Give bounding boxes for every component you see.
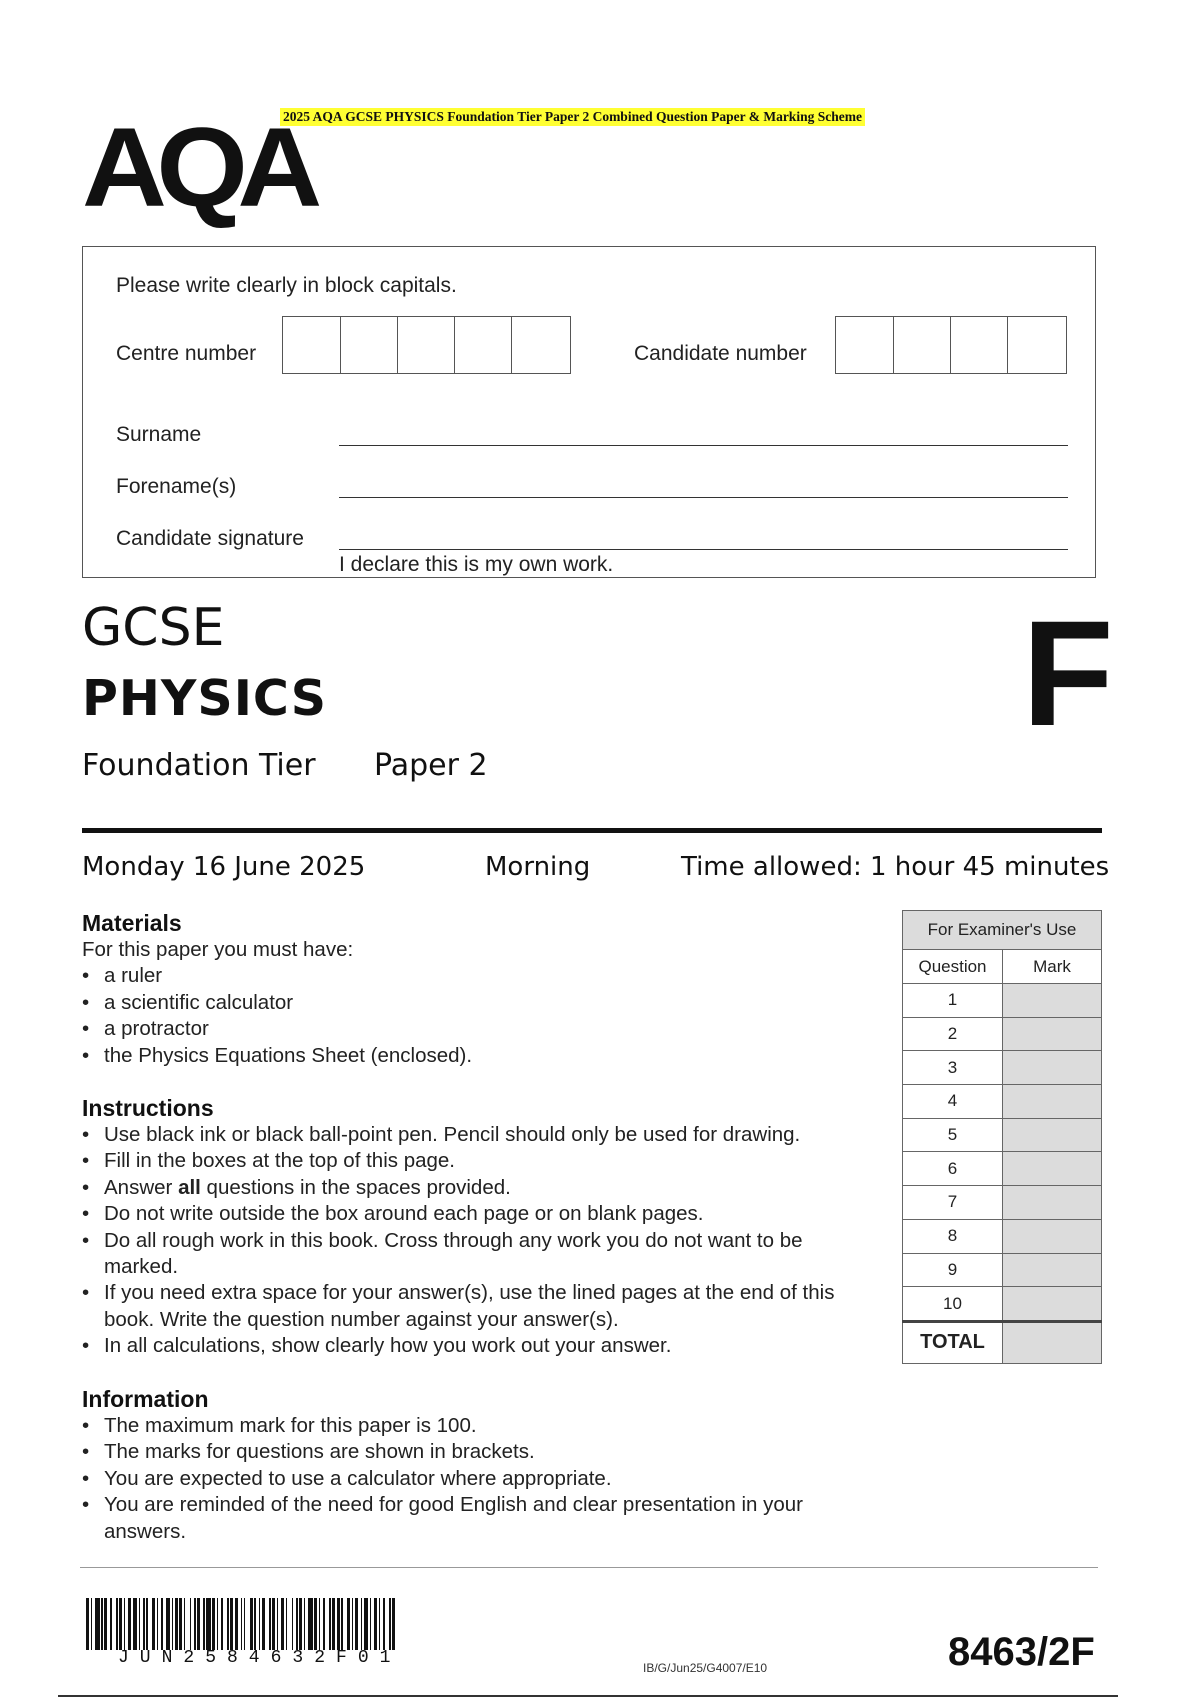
instruction-text: questions in the spaces provided. [200, 1175, 511, 1199]
table-row [903, 1253, 1102, 1287]
centre-number-digit-box[interactable] [341, 317, 398, 373]
materials-list [82, 963, 882, 1069]
qualification-title: GCSE [82, 598, 225, 658]
list-item: • a protractor [82, 1016, 882, 1042]
list-item: • The maximum mark for this paper is 100. [82, 1413, 882, 1439]
table-row [903, 1219, 1102, 1253]
materials-section [82, 910, 882, 1069]
question-number: 1 [903, 984, 1003, 1018]
total-row [903, 1321, 1102, 1363]
question-number: 9 [903, 1253, 1003, 1287]
mark-cell[interactable] [1003, 1118, 1102, 1152]
mark-cell[interactable] [1003, 1186, 1102, 1220]
centre-number-digit-box[interactable] [398, 317, 455, 373]
tier-label: Foundation Tier [82, 748, 316, 783]
information-list [82, 1413, 882, 1545]
instruction-text: Answer [104, 1175, 179, 1199]
declaration-text: I declare this is my own work. [339, 553, 614, 576]
emphasis-text: all [178, 1175, 201, 1199]
list-item: • You are expected to use a calculator where appropriate. [82, 1466, 882, 1492]
list-item: • Do not write outside the box around each page or on blank pages. [82, 1201, 872, 1227]
question-column-header: Question [903, 950, 1003, 984]
list-item [82, 1175, 872, 1201]
candidate-number-digit-box[interactable] [1008, 317, 1065, 373]
question-number: 3 [903, 1051, 1003, 1085]
document-reference: IB/G/Jun25/G4007/E10 [643, 1661, 768, 1675]
list-item: • a scientific calculator [82, 990, 882, 1016]
materials-intro: For this paper you must have: [82, 938, 354, 961]
question-number: 7 [903, 1186, 1003, 1220]
paper-label: Paper 2 [374, 748, 488, 783]
centre-number-digit-box[interactable] [283, 317, 341, 373]
tier-letter: F [1022, 589, 1114, 757]
mark-cell[interactable] [1003, 1017, 1102, 1051]
centre-number-label: Centre number [116, 342, 257, 365]
time-allowed: Time allowed: 1 hour 45 minutes [681, 852, 1110, 882]
total-mark-cell[interactable] [1003, 1321, 1102, 1363]
materials-heading: Materials [82, 910, 182, 936]
table-row [903, 1287, 1102, 1322]
surname-field[interactable] [339, 445, 1068, 446]
forename-field[interactable] [339, 497, 1068, 498]
aqa-logo: AQA [82, 105, 312, 230]
list-item: • a ruler [82, 963, 882, 989]
information-heading: Information [82, 1386, 209, 1412]
mark-cell[interactable] [1003, 1287, 1102, 1322]
candidate-number-digit-box[interactable] [951, 317, 1008, 373]
question-number: 2 [903, 1017, 1003, 1051]
list-item: • Use black ink or black ball-point pen. Pencil should only be used for drawing. [82, 1122, 872, 1148]
question-number: 6 [903, 1152, 1003, 1186]
list-item: • Fill in the boxes at the top of this page. [82, 1148, 872, 1174]
examiner-use-table [902, 910, 1102, 1364]
information-section [82, 1386, 882, 1545]
mark-column-header: Mark [1003, 950, 1102, 984]
barcode [86, 1598, 395, 1650]
candidate-number-boxes [835, 316, 1067, 374]
centre-number-boxes [282, 316, 571, 374]
question-number: 10 [903, 1287, 1003, 1322]
instructions-section [82, 1095, 882, 1360]
instructions-heading: Instructions [82, 1095, 214, 1121]
centre-number-digit-box[interactable] [455, 317, 512, 373]
exam-date: Monday 16 June 2025 [82, 852, 366, 882]
exam-session: Morning [485, 852, 591, 882]
block-capitals-instruction: Please write clearly in block capitals. [116, 274, 457, 297]
list-item: • The marks for questions are shown in brackets. [82, 1439, 882, 1465]
instructions-list [82, 1122, 872, 1360]
list-item: • You are reminded of the need for good English and clear presentation in your answers. [82, 1492, 834, 1545]
mark-cell[interactable] [1003, 1085, 1102, 1119]
forename-label: Forename(s) [116, 475, 237, 498]
table-row [903, 1152, 1102, 1186]
list-item: • the Physics Equations Sheet (enclosed). [82, 1043, 882, 1069]
question-number: 4 [903, 1085, 1003, 1119]
mark-cell[interactable] [1003, 1051, 1102, 1085]
total-label: TOTAL [903, 1321, 1003, 1363]
mark-cell[interactable] [1003, 1253, 1102, 1287]
signature-field[interactable] [339, 549, 1068, 550]
barcode-bar [392, 1598, 395, 1650]
candidate-number-digit-box[interactable] [836, 317, 894, 373]
list-item: • Do all rough work in this book. Cross through any work you do not want to be marked. [82, 1228, 824, 1281]
page-bottom-rule [58, 1695, 1118, 1697]
examiner-table-title: For Examiner's Use [903, 911, 1102, 950]
barcode-text: JUN2584632F01 [118, 1648, 402, 1668]
table-row [903, 1085, 1102, 1119]
subject-title: PHYSICS [82, 670, 328, 727]
mark-cell[interactable] [1003, 1219, 1102, 1253]
question-number: 5 [903, 1118, 1003, 1152]
candidate-number-digit-box[interactable] [894, 317, 951, 373]
table-row [903, 984, 1102, 1018]
list-item: • If you need extra space for your answer(s), use the lined pages at the end of this book. Write the question number against your answer(s). [82, 1280, 874, 1333]
mark-cell[interactable] [1003, 1152, 1102, 1186]
table-row [903, 1051, 1102, 1085]
centre-number-digit-box[interactable] [512, 317, 569, 373]
candidate-number-label: Candidate number [634, 342, 807, 365]
table-row [903, 1017, 1102, 1051]
surname-label: Surname [116, 423, 202, 446]
signature-label: Candidate signature [116, 527, 304, 550]
table-row [903, 1118, 1102, 1152]
candidate-details-box [82, 246, 1096, 578]
mark-cell[interactable] [1003, 984, 1102, 1018]
paper-code: 8463/2F [948, 1630, 1095, 1674]
list-item: • In all calculations, show clearly how you work out your answer. [82, 1333, 872, 1359]
document-banner: 2025 AQA GCSE PHYSICS Foundation Tier Paper 2 Combined Question Paper & Marking Scheme [280, 108, 865, 126]
table-row [903, 1186, 1102, 1220]
footer-divider [80, 1567, 1098, 1568]
question-number: 8 [903, 1219, 1003, 1253]
title-divider [82, 828, 1102, 833]
